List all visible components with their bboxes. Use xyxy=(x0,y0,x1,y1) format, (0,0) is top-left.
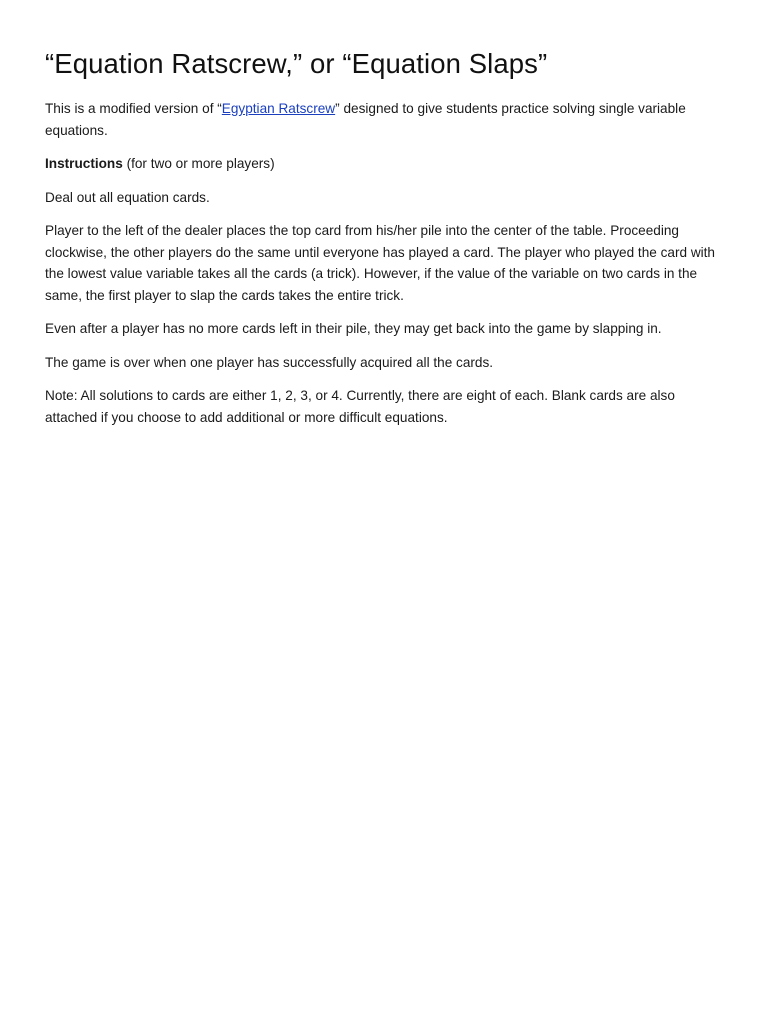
intro-text-before: This is a modified version of “ xyxy=(45,101,222,116)
paragraph-slap-in: Even after a player has no more cards left in their pile, they may get back into the game by slapping in. xyxy=(45,321,662,336)
document-title: “Equation Ratscrew,” or “Equation Slaps” xyxy=(45,48,548,79)
intro-text-after: ” designed to give students practice solving single variable equations. xyxy=(45,101,686,138)
egyptian-ratscrew-link[interactable]: Egyptian Ratscrew xyxy=(221,101,336,116)
document-page xyxy=(45,44,725,440)
paragraph-game-over: The game is over when one player has successfully acquired all the cards. xyxy=(45,354,494,370)
paragraph-deal: Deal out all equation cards. xyxy=(45,189,210,205)
intro-paragraph xyxy=(45,98,725,141)
instructions-heading: Instructions xyxy=(45,156,123,171)
paragraph-play-rules: Player to the left of the dealer places the top card from his/her pile into the center of the table. Proceeding clockwise, the other players do the same until everyone has played a card. The player who played the card with the lowest value variable takes all the cards (a trick). However, if the value of the variable on two cards in the same, the first player to slap the cards takes the entire trick. xyxy=(45,223,715,303)
instructions-line xyxy=(45,153,725,175)
instructions-note: (for two or more players) xyxy=(122,156,275,171)
paragraph-note: Note: All solutions to cards are either 1, 2, 3, or 4. Currently, there are eight of each. Blank cards are also attached if you choose to add additional or more difficult equations. xyxy=(45,388,675,425)
